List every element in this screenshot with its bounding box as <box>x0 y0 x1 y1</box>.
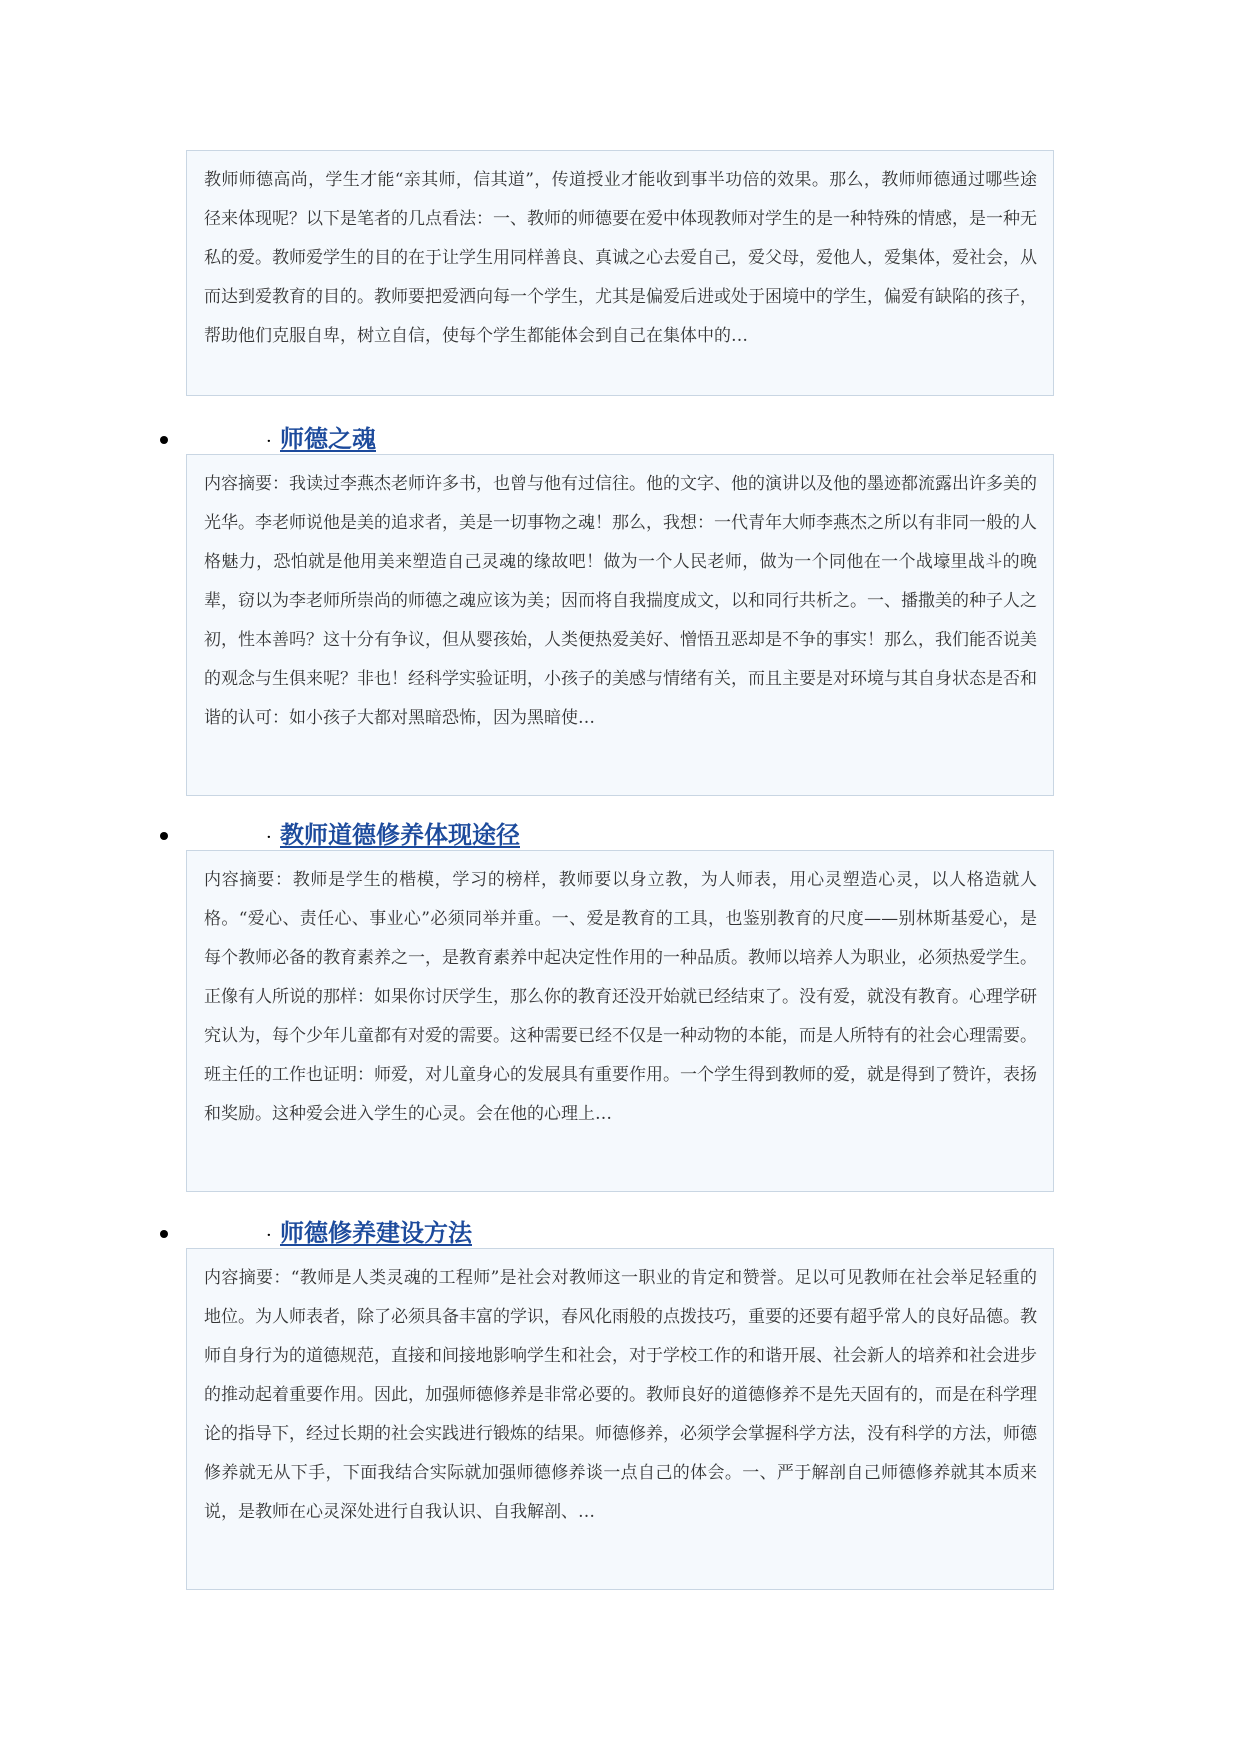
article-title-link[interactable]: 师德之魂 <box>280 424 376 453</box>
title-dot: · <box>266 431 272 452</box>
list-bullet <box>160 832 168 840</box>
article-summary-box <box>186 850 1054 1192</box>
article-summary-text: 内容摘要：“教师是人类灵魂的工程师”是社会对教师这一职业的肯定和赞誉。足以可见教师在社会举足轻重的地位。为人师表者，除了必须具备丰富的学识，春风化雨般的点拨技巧，重要的还要有超乎常人的良好品德。教师自身行为的道德规范，直接和间接地影响学生和社会，对于学校工作的和谐开展、社会新人的培养和社会进步的推动起着重要作用。因此，加强师德修养是非常必要的。教师良好的道德修养不是先天固有的，而是在科学理论的指导下，经过长期的社会实践进行锻炼的结果。师德修养，必须学会掌握科学方法，没有科学的方法，师德修养就无从下手，下面我结合实际就加强师德修养谈一点自己的体会。一、严于解剖自己师德修养就其本质来说，是教师在心灵深处进行自我认识、自我解剖、… <box>204 1268 1037 1522</box>
article-title-link[interactable]: 师德修养建设方法 <box>280 1218 472 1247</box>
article-summary-box <box>186 454 1054 796</box>
title-dot: · <box>266 827 272 848</box>
article-summary-box <box>186 1248 1054 1590</box>
article-summary-text: 教师师德高尚，学生才能“亲其师，信其道”，传道授业才能收到事半功倍的效果。那么，教师师德通过哪些途径来体现呢？以下是笔者的几点看法：一、教师的师德要在爱中体现教师对学生的是一种特殊的情感，是一种无私的爱。教师爱学生的目的在于让学生用同样善良、真诚之心去爱自己，爱父母，爱他人，爱集体，爱社会，从而达到爱教育的目的。教师要把爱洒向每一个学生，尤其是偏爱后进或处于困境中的学生，偏爱有缺陷的孩子，帮助他们克服自卑，树立自信，使每个学生都能体会到自己在集体中的… <box>204 170 1037 346</box>
title-dot: · <box>266 1225 272 1246</box>
article-summary-text: 内容摘要：我读过李燕杰老师许多书，也曾与他有过信往。他的文字、他的演讲以及他的墨迹都流露出许多美的光华。李老师说他是美的追求者，美是一切事物之魂！那么，我想：一代青年大师李燕杰之所以有非同一般的人格魅力，恐怕就是他用美来塑造自己灵魂的缘故吧！做为一个人民老师，做为一个同他在一个战壕里战斗的晚辈，窃以为李老师所崇尚的师德之魂应该为美；因而将自我揣度成文，以和同行共析之。一、播撒美的种子人之初，性本善吗？这十分有争议，但从婴孩始，人类便热爱美好、憎悟丑恶却是不争的事实！那么，我们能否说美的观念与生俱来呢？非也！经科学实验证明，小孩子的美感与情绪有关，而且主要是对环境与其自身状态是否和谐的认可：如小孩子大都对黑暗恐怖，因为黑暗使… <box>204 474 1037 728</box>
article-title-link[interactable]: 教师道德修养体现途径 <box>280 820 520 849</box>
list-bullet <box>160 1230 168 1238</box>
article-summary-box <box>186 150 1054 396</box>
list-bullet <box>160 436 168 444</box>
article-summary-text: 内容摘要：教师是学生的楷模，学习的榜样，教师要以身立教，为人师表，用心灵塑造心灵，以人格造就人格。“爱心、责任心、事业心”必须同举并重。一、爱是教育的工具，也鉴别教育的尺度——别林斯基爱心，是每个教师必备的教育素养之一，是教育素养中起决定性作用的一种品质。教师以培养人为职业，必须热爱学生。正像有人所说的那样：如果你讨厌学生，那么你的教育还没开始就已经结束了。没有爱，就没有教育。心理学研究认为，每个少年儿童都有对爱的需要。这种需要已经不仅是一种动物的本能，而是人所特有的社会心理需要。班主任的工作也证明：师爱，对儿童身心的发展具有重要作用。一个学生得到教师的爱，就是得到了赞许，表扬和奖励。这种爱会进入学生的心灵。会在他的心理上… <box>204 870 1037 1124</box>
